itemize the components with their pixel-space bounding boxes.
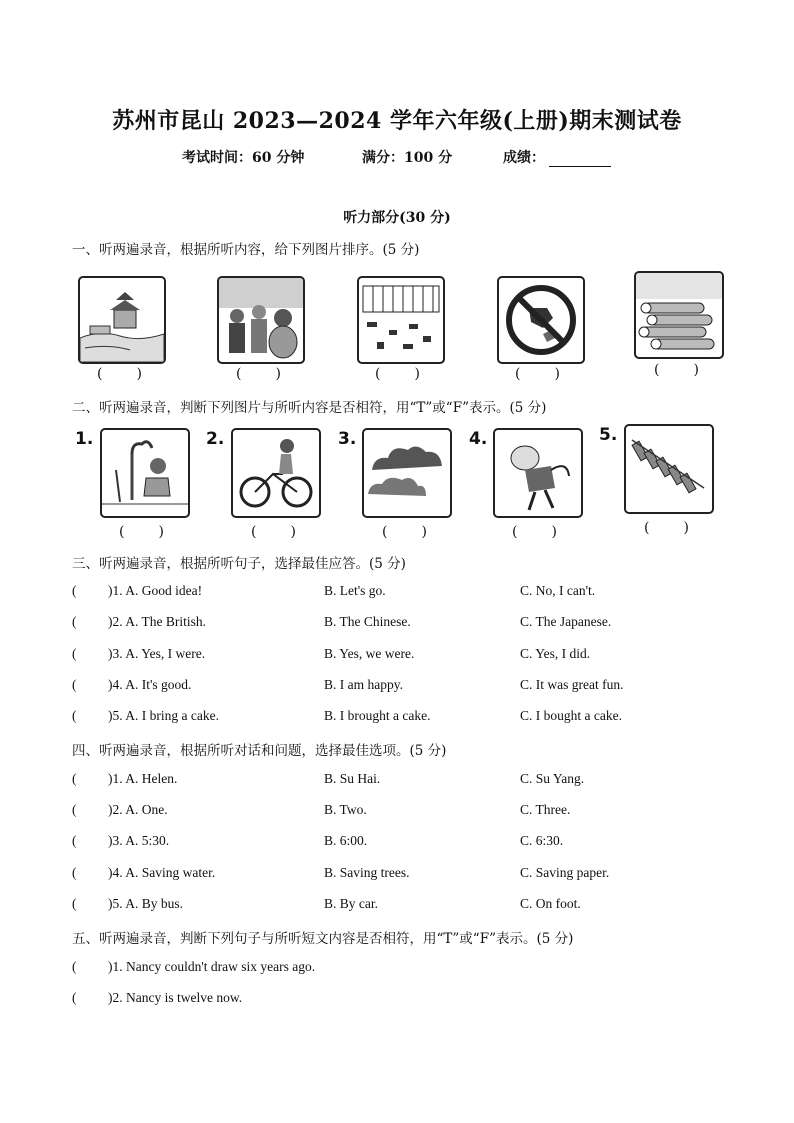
score-field: [503, 147, 611, 167]
picture-number: 2.: [206, 429, 225, 449]
option-c: C. The Japanese.: [520, 614, 612, 629]
score-blank[interactable]: [549, 152, 611, 167]
answer-paren[interactable]: (: [72, 646, 77, 661]
option-b: B. Let's go.: [324, 583, 386, 598]
picture-number: 3.: [338, 429, 357, 449]
answer-paren[interactable]: (: [72, 896, 77, 911]
option-a: )4. A. Saving water.: [108, 865, 216, 880]
score-label: 成绩：: [503, 150, 545, 166]
option-c: C. Yes, I did.: [520, 646, 591, 661]
answer-paren[interactable]: (: [72, 865, 77, 880]
picture-number: 5.: [599, 425, 618, 445]
part2-instruction: 二、听两遍录音，判断下列图片与所听内容是否相符，用“T”或“F”表示。(5 分): [72, 400, 547, 416]
clouds-image: [362, 428, 452, 518]
answer-paren[interactable]: (: [72, 614, 77, 629]
option-a: )3. A. 5:30.: [108, 833, 170, 848]
option-a: )3. A. Yes, I were.: [108, 646, 206, 661]
option-b: B. Yes, we were.: [324, 646, 415, 661]
cartoon-character-image: [493, 428, 583, 518]
option-a: )2. A. One.: [108, 802, 168, 817]
answer-paren[interactable]: (: [72, 833, 77, 848]
option-b: B. Two.: [324, 802, 367, 817]
picture-number: 1.: [75, 429, 94, 449]
option-c: C. On foot.: [520, 896, 581, 911]
no-picking-sign-image: [497, 276, 585, 364]
answer-paren[interactable]: (: [72, 583, 77, 598]
answer-paren[interactable]: (: [72, 959, 77, 974]
option-b: B. I am happy.: [324, 677, 403, 692]
cycling-girl-image: [231, 428, 321, 518]
palace-scene-image: [78, 276, 166, 364]
option-b: B. The Chinese.: [324, 614, 411, 629]
part5-instruction: 五、听两遍录音，判断下列句子与所听短文内容是否相符，用“T”或“F”表示。(5 分): [72, 931, 574, 947]
answer-paren[interactable]: ( ): [236, 366, 283, 382]
option-c: C. It was great fun.: [520, 677, 624, 692]
option-c: C. 6:30.: [520, 833, 564, 848]
option-c: C. Su Yang.: [520, 771, 585, 786]
statement: )2. Nancy is twelve now.: [108, 990, 243, 1005]
answer-paren[interactable]: ( ): [512, 524, 559, 540]
listening-section-title: 听力部分(30 分): [343, 210, 451, 226]
statement: )1. Nancy couldn't draw six years ago.: [108, 959, 316, 974]
firecrackers-image: [624, 424, 714, 514]
option-a: )5. A. I bring a cake.: [108, 708, 219, 723]
option-c: C. Saving paper.: [520, 865, 610, 880]
option-a: )4. A. It's good.: [108, 677, 192, 692]
option-a: )1. A. Good idea!: [108, 583, 203, 598]
crowd-scene-image: [217, 276, 305, 364]
answer-paren[interactable]: ( ): [375, 366, 422, 382]
answer-paren[interactable]: (: [72, 771, 77, 786]
answer-paren[interactable]: (: [72, 677, 77, 692]
answer-paren[interactable]: ( ): [515, 366, 562, 382]
full-score: 满分：100 分: [362, 150, 453, 166]
planting-tree-image: [100, 428, 190, 518]
answer-paren[interactable]: ( ): [644, 520, 691, 536]
option-a: )1. A. Helen.: [108, 771, 178, 786]
answer-paren[interactable]: (: [72, 990, 77, 1005]
answer-paren[interactable]: ( ): [97, 366, 144, 382]
option-b: B. Su Hai.: [324, 771, 381, 786]
answer-paren[interactable]: (: [72, 802, 77, 817]
option-b: B. I brought a cake.: [324, 708, 431, 723]
option-b: B. 6:00.: [324, 833, 368, 848]
answer-paren[interactable]: ( ): [654, 362, 701, 378]
option-c: C. Three.: [520, 802, 571, 817]
option-b: B. Saving trees.: [324, 865, 410, 880]
exam-title: 苏州市昆山 2023—2024 学年六年级(上册)期末测试卷: [112, 108, 682, 134]
option-c: C. No, I can't.: [520, 583, 596, 598]
cut-logs-image: [634, 271, 724, 359]
option-c: C. I bought a cake.: [520, 708, 622, 723]
answer-paren[interactable]: ( ): [119, 524, 166, 540]
part4-instruction: 四、听两遍录音，根据所听对话和问题，选择最佳选项。(5 分): [72, 743, 447, 759]
answer-paren[interactable]: ( ): [251, 524, 298, 540]
answer-paren[interactable]: (: [72, 708, 77, 723]
picture-number: 4.: [469, 429, 488, 449]
option-a: )2. A. The British.: [108, 614, 207, 629]
exam-time: 考试时间：60 分钟: [182, 150, 305, 166]
litter-fence-image: [357, 276, 445, 364]
answer-paren[interactable]: ( ): [382, 524, 429, 540]
part3-instruction: 三、听两遍录音，根据所听句子，选择最佳应答。(5 分): [72, 556, 406, 572]
option-a: )5. A. By bus.: [108, 896, 184, 911]
option-b: B. By car.: [324, 896, 378, 911]
part1-instruction: 一、听两遍录音，根据所听内容，给下列图片排序。(5 分): [72, 242, 420, 258]
